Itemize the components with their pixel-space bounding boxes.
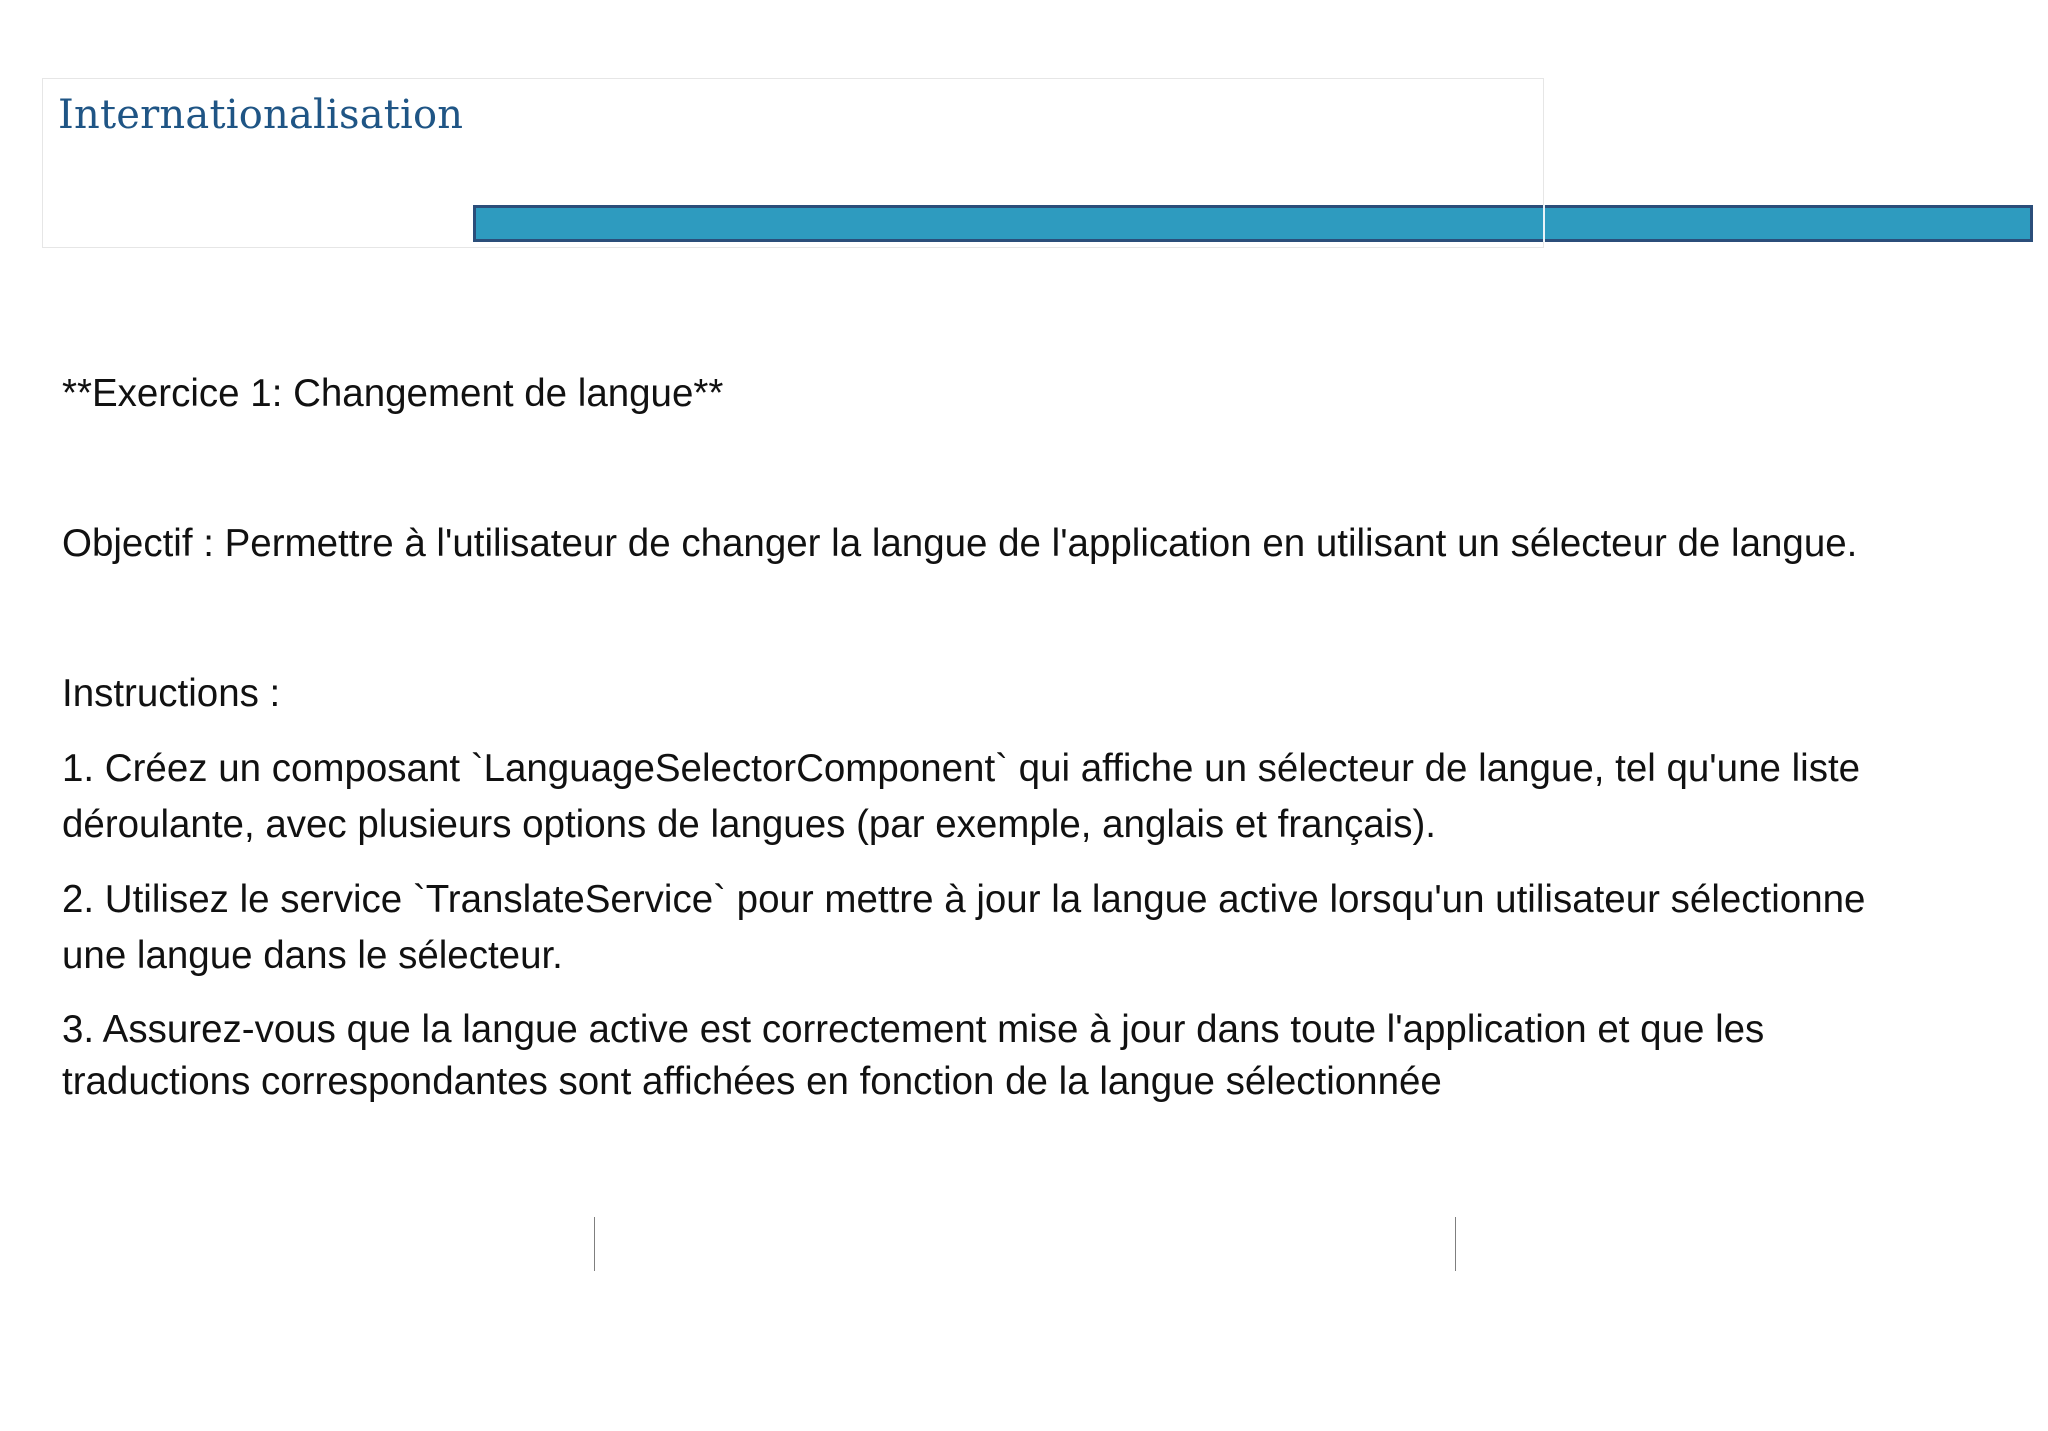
footer-divider-left [594,1217,595,1271]
page-title: Internationalisation [58,92,464,138]
accent-bar-divider [1543,205,1545,242]
instruction-2-line-1: 2. Utilisez le service `TranslateService` pour mettre à jour la langue active lorsqu'un utilisateur sélectionne [62,878,1866,921]
instruction-3-line-2: traductions correspondantes sont affichées en fonction de la langue sélectionnée [62,1060,1442,1103]
title-accent-bar [473,205,2033,242]
instructions-label: Instructions : [62,672,281,715]
exercise-heading: **Exercice 1: Changement de langue** [62,372,724,415]
instruction-3-line-1: 3. Assurez-vous que la langue active est correctement mise à jour dans toute l'application et que les [62,1008,1765,1051]
instruction-1-line-1: 1. Créez un composant `LanguageSelectorComponent` qui affiche un sélecteur de langue, tel qu'une liste [62,747,1861,790]
footer-divider-right [1455,1217,1456,1271]
instruction-1-line-2: déroulante, avec plusieurs options de langues (par exemple, anglais et français). [62,803,1436,846]
objective-text: Objectif : Permettre à l'utilisateur de changer la langue de l'application en utilisant un sélecteur de langue. [62,522,1858,565]
instruction-2-line-2: une langue dans le sélecteur. [62,934,563,977]
